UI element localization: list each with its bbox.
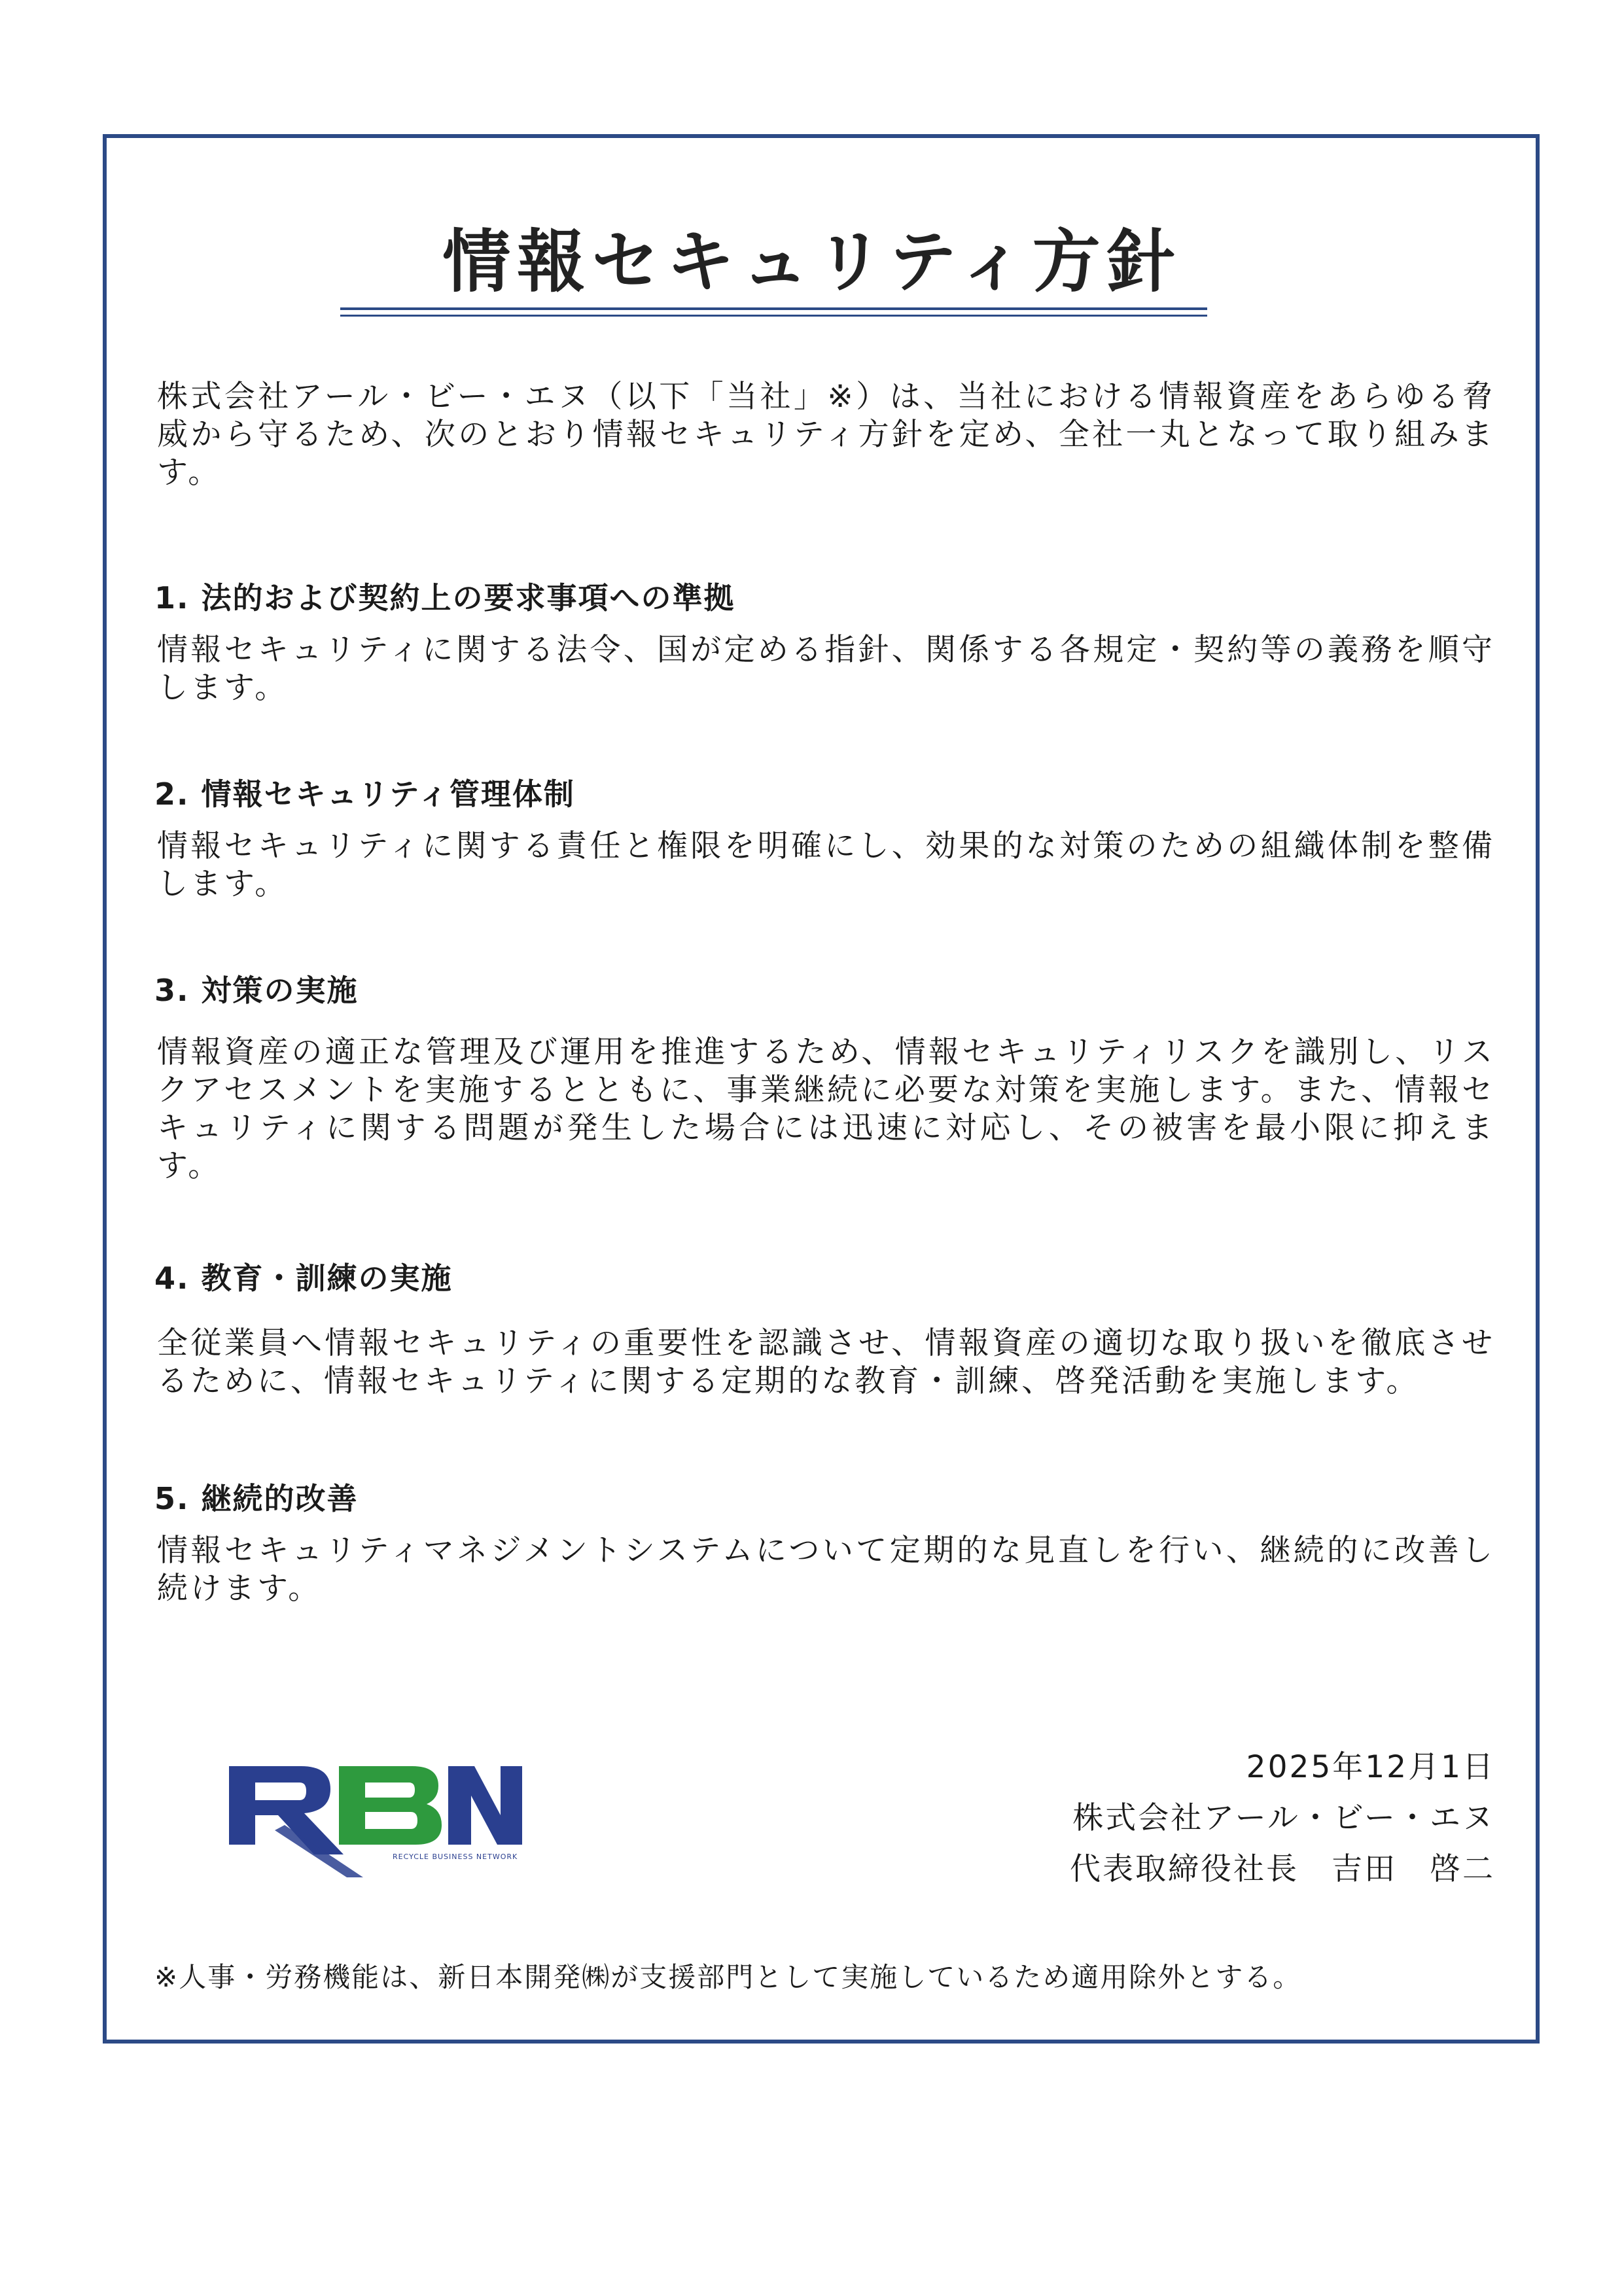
section-body-4: 全従業員へ情報セキュリティの重要性を認識させ、情報資産の適切な取り扱いを徹底させるために、情報セキュリティに関する定期的な教育・訓練、啓発活動を実施します。 [157,1325,1495,1399]
section-heading-3: 3. 対策の実施 [154,973,359,1008]
logo-letter-b [339,1766,442,1845]
footnote: ※人事・労務機能は、新日本開発㈱が支援部門として実施しているため適用除外とする。 [154,1961,1302,1993]
section-body-3: 情報資産の適正な管理及び運用を推進するため、情報セキュリティリスクを識別し、リスクアセスメントを実施するとともに、事業継続に必要な対策を実施します。また、情報セキュリティに関する問題が発生した場合には迅速に対応し、その被害を最小限に抑えます。 [157,1034,1495,1184]
section-body-2: 情報セキュリティに関する責任と権限を明確にし、効果的な対策のための組織体制を整備します。 [157,828,1495,902]
section-body-1: 情報セキュリティに関する法令、国が定める指針、関係する各規定・契約等の義務を順守します。 [157,632,1495,706]
issue-date: 2025年12月1日 [1246,1749,1495,1785]
section-body-5: 情報セキュリティマネジメントシステムについて定期的な見直しを行い、継続的に改善し続けます。 [157,1533,1495,1607]
signatory: 代表取締役社長 吉田 啓二 [1070,1851,1495,1887]
title-underline [340,307,1207,310]
document-title: 情報セキュリティ方針 [442,222,1182,302]
company-name: 株式会社アール・ビー・エヌ [1072,1800,1495,1836]
section-heading-2: 2. 情報セキュリティ管理体制 [154,776,575,812]
title-underline-second [340,315,1207,317]
section-heading-1: 1. 法的および契約上の要求事項への準拠 [154,580,735,616]
intro-paragraph: 株式会社アール・ビー・エヌ（以下「当社」※）は、当社における情報資産をあらゆる脅威から守るため、次のとおり情報セキュリティ方針を定め、全社一丸となって取り組みます。 [157,379,1495,491]
section-heading-5: 5. 継続的改善 [154,1481,359,1516]
logo-letter-n [448,1766,522,1845]
logo-tagline: RECYCLE BUSINESS NETWORK [393,1852,518,1861]
rbn-logo [222,1747,523,1877]
section-heading-4: 4. 教育・訓練の実施 [154,1261,453,1296]
